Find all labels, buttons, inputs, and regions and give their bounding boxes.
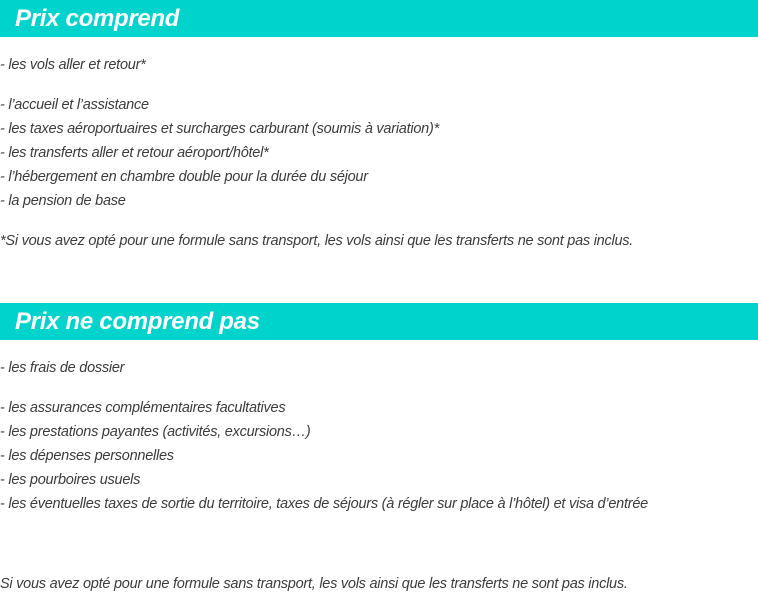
excluded-item: - les assurances complémentaires facultatives (0, 400, 286, 416)
section-header-excluded: Prix ne comprend pas (0, 303, 758, 340)
excluded-item: - les éventuelles taxes de sortie du territoire, taxes de séjours (à régler sur place à l’hôtel) et visa d’entrée (0, 496, 648, 512)
excluded-item: - les pourboires usuels (0, 472, 141, 488)
included-item: - les taxes aéroportuaires et surcharges carburant (soumis à variation)* (0, 121, 439, 137)
included-item: - l’accueil et l’assistance (0, 97, 149, 113)
section-header-included: Prix comprend (0, 0, 758, 37)
excluded-item: - les prestations payantes (activités, excursions…) (0, 424, 311, 440)
excluded-footnote: Si vous avez opté pour une formule sans transport, les vols ainsi que les transferts ne sont pas inclus. (0, 576, 628, 592)
included-item: - les vols aller et retour* (0, 57, 146, 73)
included-item: - les transferts aller et retour aéroport/hôtel* (0, 145, 269, 161)
included-footnote: *Si vous avez opté pour une formule sans transport, les vols ainsi que les transferts ne sont pas inclus. (0, 233, 634, 249)
excluded-item: - les frais de dossier (0, 360, 125, 376)
included-item: - l’hébergement en chambre double pour la durée du séjour (0, 169, 368, 185)
excluded-item: - les dépenses personnelles (0, 448, 174, 464)
included-item: - la pension de base (0, 193, 126, 209)
